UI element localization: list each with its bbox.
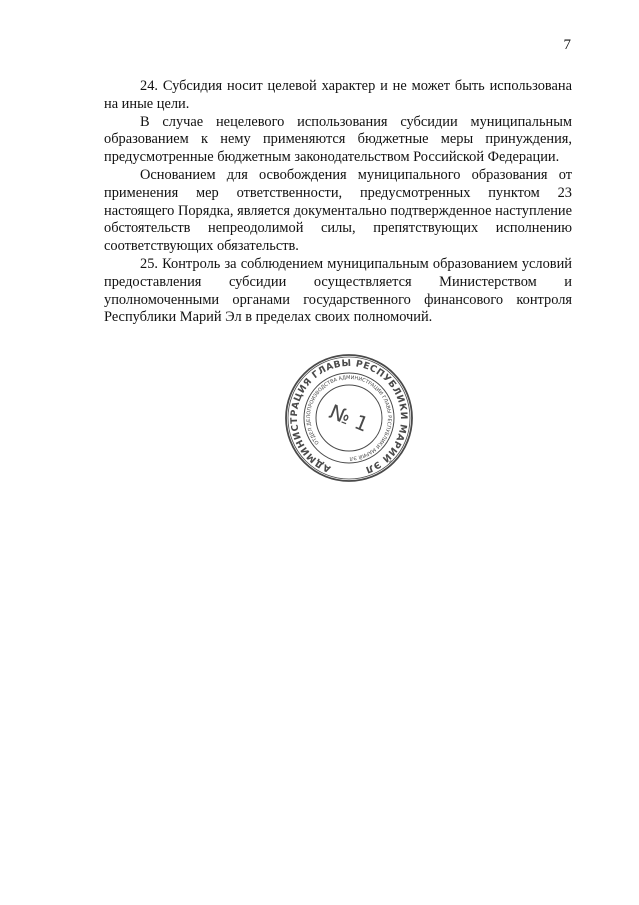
page-number: 7 (563, 37, 571, 53)
seal-number: № 1 (326, 399, 372, 437)
paragraph-25: 25. Контроль за соблюдением муниципальным образованием условий предоставления субсидии осуществляется Министерством и уполномоченными органами государственного финансового контроля Республики Марий Эл в пределах своих полномочий. (104, 255, 572, 326)
document-body (104, 78, 572, 327)
seal-outer-text: АДМИНИСТРАЦИЯ ГЛАВЫ РЕСПУБЛИКИ МАРИЙ ЭЛ (288, 357, 410, 476)
official-seal (284, 353, 414, 483)
paragraph-24: 24. Субсидия носит целевой характер и не может быть использована на иные цели. (104, 78, 572, 112)
paragraph-exemption: Основанием для освобождения муниципального образования от применения мер ответственности, предусмотренных пунктом 23 настоящего Порядка, является документально подтвержденное наступление обстоятельств непреодолимой силы, препятствующих исполнению соответствующих обязательств. (104, 166, 572, 255)
seal-inner-text: ОТДЕЛ ДЕЛОПРОИЗВОДСТВА АДМИНИСТРАЦИИ ГЛАВЫ РЕСПУБЛИКИ МАРИЙ ЭЛ (305, 374, 393, 462)
seal-icon (284, 353, 414, 483)
paragraph-misuse: В случае нецелевого использования субсидии муниципальным образованием к нему применяются бюджетные меры принуждения, предусмотренные бюджетным законодательством Российской Федерации. (104, 113, 572, 166)
